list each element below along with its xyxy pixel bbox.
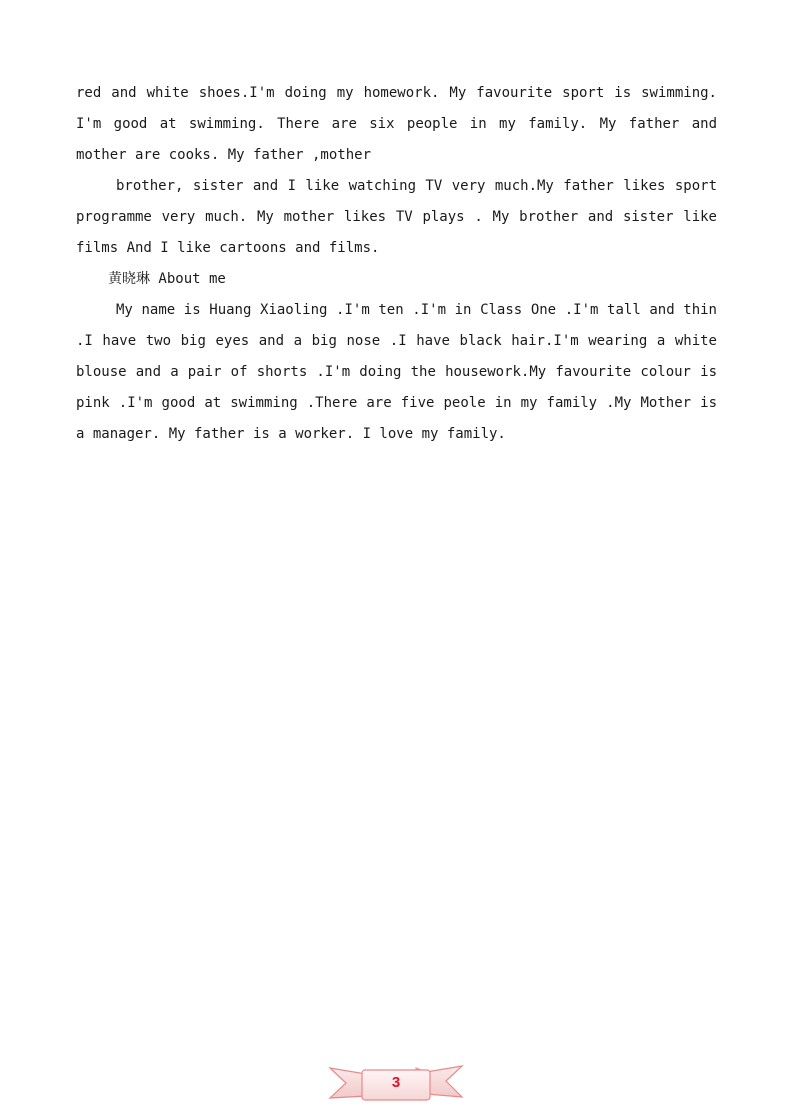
page-number: 3: [391, 1074, 401, 1091]
paragraph-family-intro: red and white shoes.I'm doing my homework. My favourite sport is swimming. I'm good at swimming. There are six people in my family. My father and mother are cooks. My father ,mother: [76, 85, 717, 163]
document-body: [76, 78, 717, 450]
paragraph-about-me: My name is Huang Xiaoling .I'm ten .I'm in Class One .I'm tall and thin .I have two big eyes and a big nose .I have black hair.I'm wearing a white blouse and a pair of shorts .I'm doing the housework.My favourite colour is pink .I'm good at swimming .There are five peole in my family .My Mother is a manager. My father is a worker. I love my family.: [76, 302, 717, 442]
page-number-ribbon: [326, 1060, 466, 1104]
section-heading-about-me: 黄晓琳 About me: [108, 271, 226, 287]
paragraph-family-hobbies: brother, sister and I like watching TV very much.My father likes sport programme very much. My mother likes TV plays . My brother and sister like films And I like cartoons and films.: [76, 178, 717, 256]
